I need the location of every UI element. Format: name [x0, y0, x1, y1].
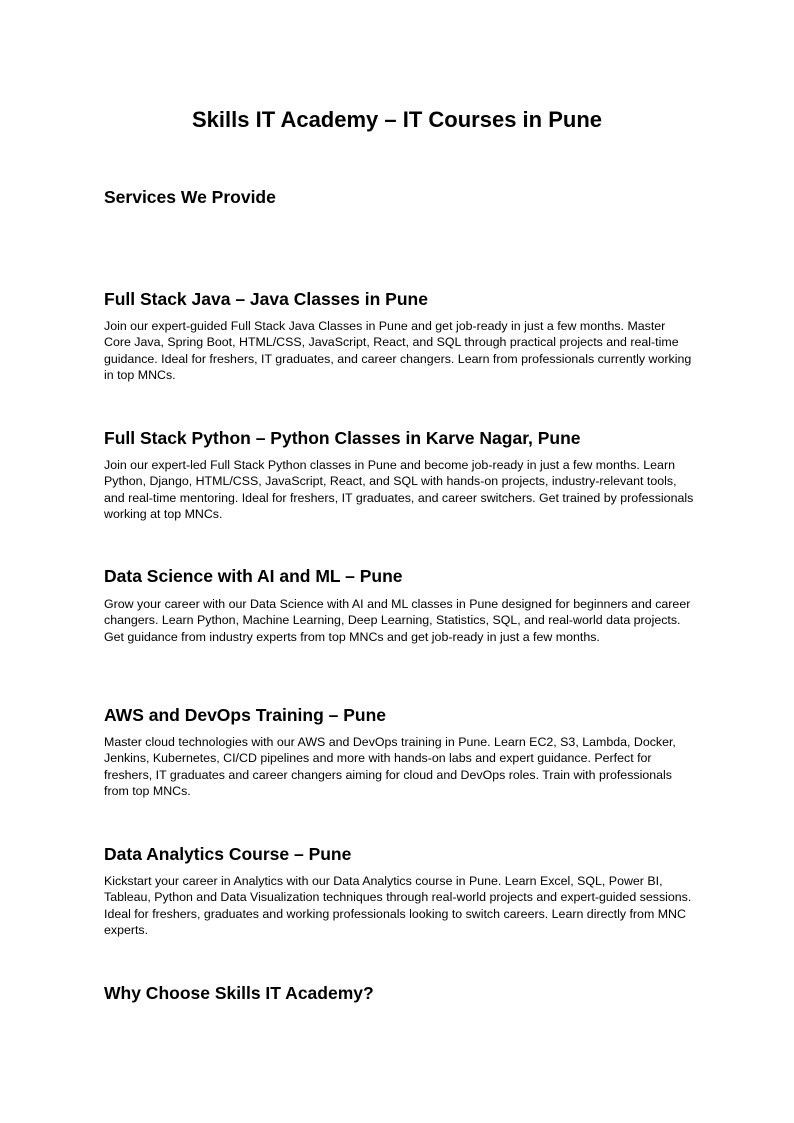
why-choose-heading: Why Choose Skills IT Academy?: [104, 983, 374, 1003]
course-heading-aws-devops: AWS and DevOps Training – Pune: [104, 705, 386, 725]
course-heading-java: Full Stack Java – Java Classes in Pune: [104, 289, 428, 309]
course-heading-data-analytics: Data Analytics Course – Pune: [104, 844, 352, 864]
course-description-python: Join our expert-led Full Stack Python classes in Pune and become job-ready in just a few months. Learn Python, Django, HTML/CSS, JavaScript, React, and SQL with hands-on projects, industry-relevant tools, and real-time mentoring. Ideal for freshers, IT graduates, and career switchers. Get trained by professionals working at top MNCs.: [104, 458, 694, 521]
course-description-data-science: Grow your career with our Data Science with AI and ML classes in Pune designed for beginners and career changers. Learn Python, Machine Learning, Deep Learning, Statistics, SQL, and real-world data projects. Get guidance from industry experts from top MNCs and get job-ready in just a few months.: [104, 597, 691, 644]
course-heading-python: Full Stack Python – Python Classes in Karve Nagar, Pune: [104, 428, 581, 448]
course-heading-data-science: Data Science with AI and ML – Pune: [104, 566, 403, 586]
services-heading: Services We Provide: [104, 187, 276, 207]
course-description-aws-devops: Master cloud technologies with our AWS and DevOps training in Pune. Learn EC2, S3, Lambda, Docker, Jenkins, Kubernetes, CI/CD pipelines and more with hands-on labs and expert guidance. Perfect for freshers, IT graduates and career changers aiming for cloud and DevOps roles. Train with professionals from top MNCs.: [104, 735, 676, 798]
course-description-java: Join our expert-guided Full Stack Java Classes in Pune and get job-ready in just a few months. Master Core Java, Spring Boot, HTML/CSS, JavaScript, React, and SQL through practical projects and real-time guidance. Ideal for freshers, IT graduates, and career changers. Learn from professionals currently working in top MNCs.: [104, 319, 692, 382]
page-title: Skills IT Academy – IT Courses in Pune: [192, 107, 602, 132]
course-description-data-analytics: Kickstart your career in Analytics with our Data Analytics course in Pune. Learn Excel, SQL, Power BI, Tableau, Python and Data Visualization techniques through real-world projects and expert-guided sessions. Ideal for freshers, graduates and working professionals looking to switch careers. Learn directly from MNC experts.: [104, 874, 692, 937]
